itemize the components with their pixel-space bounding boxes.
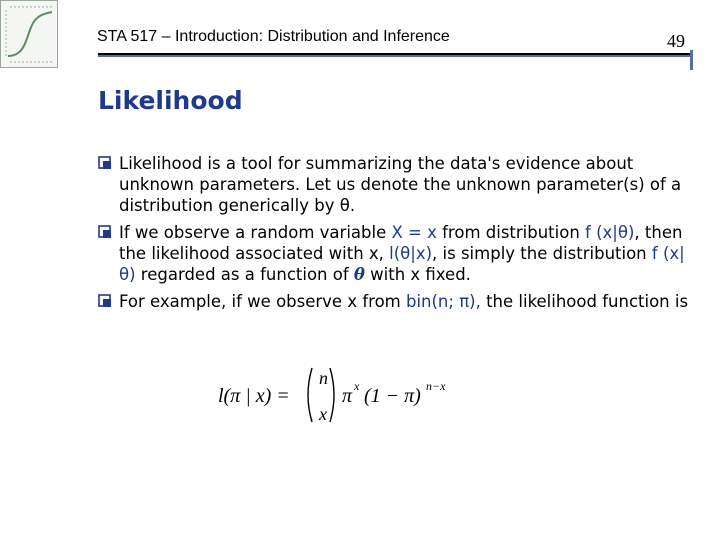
density-expression: f (x|θ) xyxy=(119,244,685,284)
slide-title: Likelihood xyxy=(98,86,243,115)
likelihood-formula xyxy=(218,360,458,430)
bullet-text xyxy=(119,223,685,284)
density-expression: f (x|θ) xyxy=(585,223,635,242)
formula-exp-x: x xyxy=(354,379,360,393)
text-run: , then the likelihood associated with x, xyxy=(119,223,683,263)
header-divider-accent xyxy=(98,55,692,57)
bullet-icon xyxy=(98,225,112,239)
binomial-distribution: bin(n; π), xyxy=(405,292,481,311)
header-divider-tick xyxy=(690,50,693,70)
text-run: with x fixed. xyxy=(364,265,471,284)
text-run: , is simply the distribution xyxy=(432,244,652,263)
left-paren xyxy=(308,368,312,422)
bullet-item xyxy=(98,153,698,216)
text-run: If we observe a random variable xyxy=(119,223,392,242)
text-run: For example, if we observe x from xyxy=(119,292,406,311)
course-logo xyxy=(0,0,58,68)
bullet-item xyxy=(98,222,698,285)
text-run: regarded as a function of xyxy=(135,265,354,284)
course-title: STA 517 – Introduction: Distribution and Inference xyxy=(97,28,450,45)
binom-bottom: x xyxy=(319,404,327,424)
bullet-text xyxy=(119,292,688,311)
formula-lhs: l(π | x) = xyxy=(218,385,290,407)
formula-exp-nx: n−x xyxy=(426,379,446,393)
likelihood-expression: l(θ|x) xyxy=(389,244,433,263)
bullet-item xyxy=(98,291,698,312)
text-run: from distribution xyxy=(436,223,586,242)
page-number: 49 xyxy=(667,31,685,51)
formula-pi: π xyxy=(342,385,353,407)
random-variable: X = x xyxy=(391,223,437,242)
formula-one-minus-pi: (1 − π) xyxy=(364,385,421,407)
right-paren xyxy=(330,368,334,422)
text-run: the likelihood function is xyxy=(480,292,689,311)
bullet-icon xyxy=(98,294,112,308)
bullet-text: Likelihood is a tool for summarizing the data's evidence about unknown parameters. Let us denote the unknown parameter(s) of a distribution generically by θ. xyxy=(119,154,682,215)
bullet-icon xyxy=(98,156,112,170)
bullet-list xyxy=(98,153,698,318)
binom-top: n xyxy=(319,368,328,388)
theta-symbol: θ xyxy=(353,265,365,284)
